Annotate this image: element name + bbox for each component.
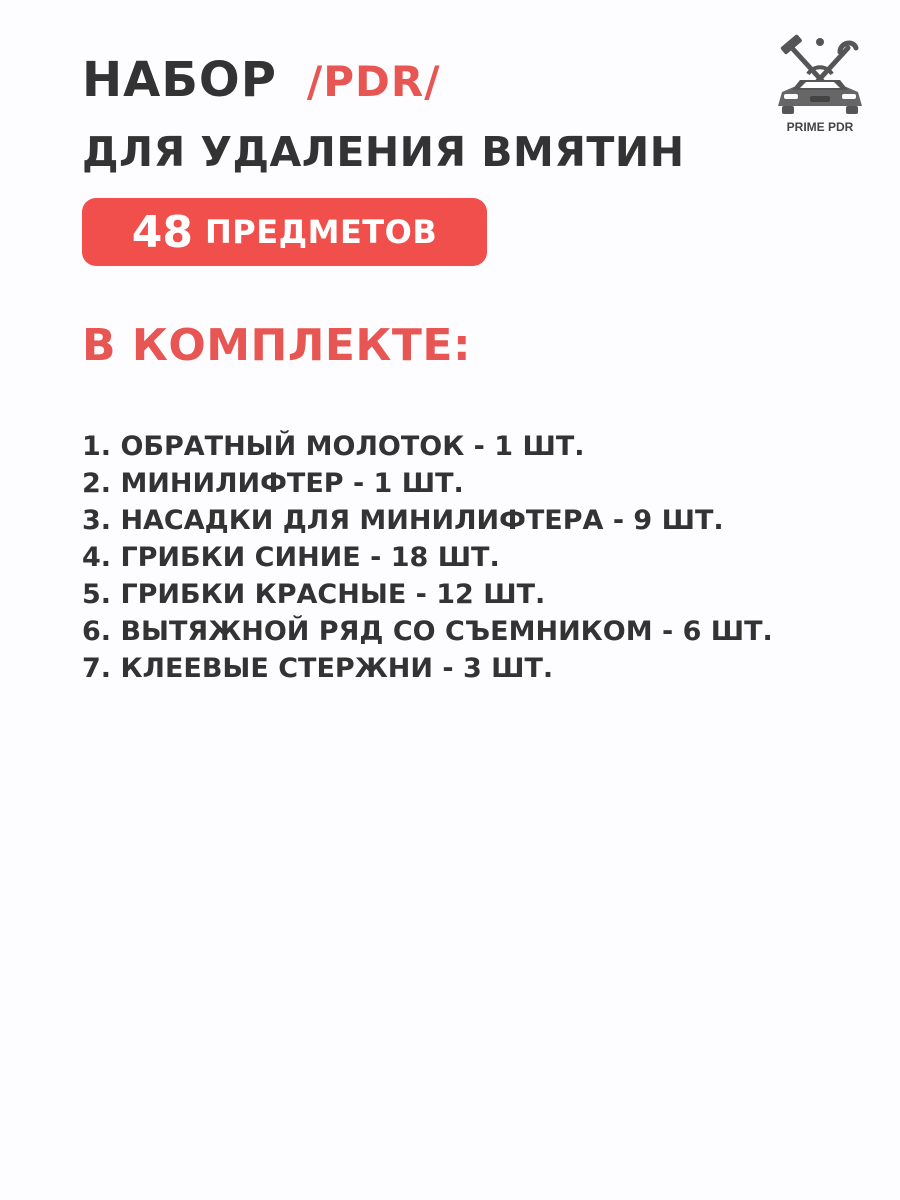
badge-label: ПРЕДМЕТОВ (205, 213, 438, 251)
list-item: 7. КЛЕЕВЫЕ СТЕРЖНИ - 3 ШТ. (82, 653, 554, 684)
list-item: 6. ВЫТЯЖНОЙ РЯД СО СЪЕМНИКОМ - 6 ШТ. (82, 616, 773, 647)
list-item: 3. НАСАДКИ ДЛЯ МИНИЛИФТЕРА - 9 ШТ. (82, 505, 724, 536)
page-subtitle: ДЛЯ УДАЛЕНИЯ ВМЯТИН (82, 128, 685, 176)
list-item: 2. МИНИЛИФТЕР - 1 ШТ. (82, 468, 464, 499)
page-title: НАБОР (82, 52, 277, 108)
headline (82, 52, 441, 108)
list-item: 4. ГРИБКИ СИНИЕ - 18 ШТ. (82, 542, 500, 573)
list-item: 5. ГРИБКИ КРАСНЫЕ - 12 ШТ. (82, 579, 546, 610)
count-badge (82, 198, 487, 266)
list-item: 1. ОБРАТНЫЙ МОЛОТОК - 1 ШТ. (82, 431, 585, 462)
contents-list (82, 428, 773, 687)
badge-count: 48 (131, 206, 193, 258)
logo-text: PRIME PDR (786, 120, 854, 134)
section-heading: В КОМПЛЕКТЕ: (82, 320, 472, 371)
title-accent: /PDR/ (306, 57, 441, 106)
brand-logo (770, 34, 870, 138)
car-with-crossed-tools-icon (770, 34, 870, 120)
